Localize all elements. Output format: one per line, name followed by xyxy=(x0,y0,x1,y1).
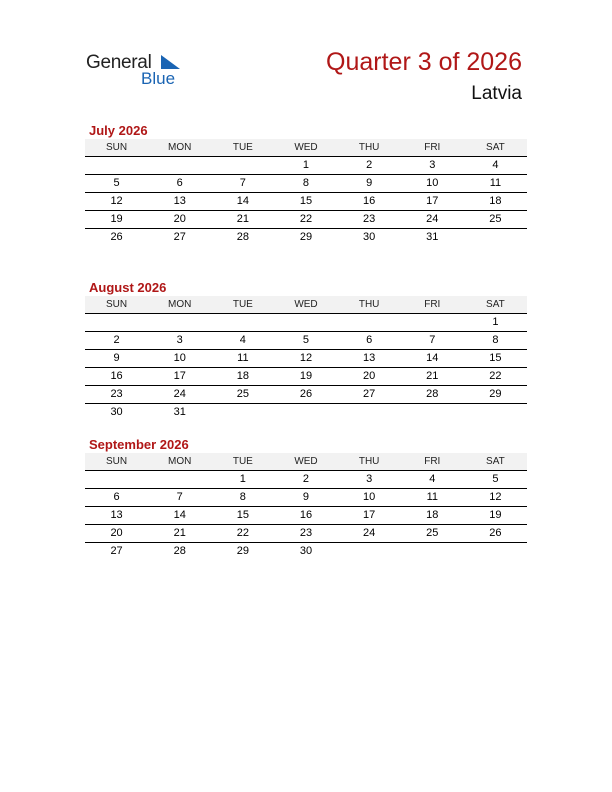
month-name: July 2026 xyxy=(89,123,148,138)
day-cell: 22 xyxy=(299,213,313,225)
day-cell: 9 xyxy=(302,491,310,503)
country-name: Latvia xyxy=(471,83,522,104)
day-cell xyxy=(211,404,274,421)
day-cell: 26 xyxy=(110,231,123,243)
day-cell: 18 xyxy=(236,370,249,382)
day-cell: 4 xyxy=(429,473,436,485)
weekday-header-row xyxy=(85,453,527,471)
day-cell: 28 xyxy=(173,545,186,557)
weekday-label: FRI xyxy=(424,142,441,153)
day-cell xyxy=(274,314,337,331)
week-row xyxy=(85,229,527,246)
day-cell: 10 xyxy=(426,177,439,189)
day-cell: 28 xyxy=(426,388,439,400)
day-cell: 5 xyxy=(492,473,499,485)
day-cell: 15 xyxy=(489,352,502,364)
day-cell xyxy=(211,157,274,174)
month-calendar-july xyxy=(85,122,527,246)
weekday-label: MON xyxy=(168,456,192,467)
week-row xyxy=(85,471,527,489)
week-row xyxy=(85,314,527,332)
day-cell xyxy=(85,157,148,174)
day-cell xyxy=(338,314,401,331)
day-cell: 14 xyxy=(236,195,249,207)
day-cell: 29 xyxy=(299,231,313,243)
weekday-label: TUE xyxy=(232,142,253,153)
weekday-label: SUN xyxy=(106,299,128,310)
day-cell xyxy=(338,404,401,421)
week-row xyxy=(85,332,527,350)
day-cell: 5 xyxy=(302,334,310,346)
generalblue-logo xyxy=(86,52,196,92)
day-cell: 18 xyxy=(489,195,502,207)
weekday-label: FRI xyxy=(424,456,441,467)
day-cell: 7 xyxy=(176,491,183,503)
day-cell: 8 xyxy=(492,334,499,346)
day-cell xyxy=(401,404,464,421)
day-cell: 2 xyxy=(113,334,120,346)
weekday-label: MON xyxy=(168,299,192,310)
day-cell: 7 xyxy=(239,177,246,189)
day-cell: 21 xyxy=(236,213,249,225)
day-cell: 13 xyxy=(110,509,123,521)
weekday-header-row xyxy=(85,296,527,314)
day-cell: 3 xyxy=(176,334,183,346)
weekday-label: THU xyxy=(358,299,380,310)
day-cell: 6 xyxy=(176,177,183,189)
day-cell: 20 xyxy=(363,370,376,382)
weekday-label: TUE xyxy=(232,299,253,310)
weekday-label: SAT xyxy=(486,299,505,310)
day-cell: 11 xyxy=(237,352,249,364)
day-cell: 23 xyxy=(363,213,376,225)
day-cell: 20 xyxy=(110,527,123,539)
day-cell: 29 xyxy=(236,545,249,557)
day-cell: 11 xyxy=(426,491,438,503)
day-cell: 24 xyxy=(426,213,439,225)
day-cell: 8 xyxy=(239,491,246,503)
day-cell: 12 xyxy=(299,352,313,364)
week-row xyxy=(85,489,527,507)
day-cell xyxy=(211,314,274,331)
day-cell: 1 xyxy=(302,159,310,171)
weekday-label: WED xyxy=(294,142,318,153)
day-cell: 14 xyxy=(173,509,186,521)
day-cell: 16 xyxy=(363,195,376,207)
day-cell xyxy=(401,314,464,331)
day-cell: 25 xyxy=(489,213,502,225)
day-cell: 6 xyxy=(113,491,120,503)
day-cell xyxy=(85,471,148,488)
logo-text-general: General xyxy=(86,52,152,73)
page-title: Quarter 3 of 2026 xyxy=(326,48,522,76)
day-cell: 3 xyxy=(429,159,436,171)
day-cell xyxy=(464,229,527,246)
week-row xyxy=(85,404,527,421)
day-cell xyxy=(338,543,401,560)
day-cell: 5 xyxy=(113,177,120,189)
week-row xyxy=(85,507,527,525)
day-cell: 13 xyxy=(363,352,376,364)
day-cell: 12 xyxy=(110,195,123,207)
day-cell: 27 xyxy=(173,231,186,243)
week-row xyxy=(85,157,527,175)
day-cell: 7 xyxy=(429,334,436,346)
day-cell: 19 xyxy=(489,509,502,521)
weekday-label: WED xyxy=(294,299,318,310)
day-cell: 12 xyxy=(489,491,502,503)
month-name: September 2026 xyxy=(89,437,189,452)
day-cell: 22 xyxy=(489,370,502,382)
day-cell: 15 xyxy=(299,195,313,207)
weekday-label: WED xyxy=(294,456,318,467)
day-cell: 25 xyxy=(426,527,439,539)
week-row xyxy=(85,368,527,386)
day-cell: 20 xyxy=(173,213,186,225)
day-cell: 6 xyxy=(366,334,373,346)
day-cell: 9 xyxy=(366,177,373,189)
weekday-label: THU xyxy=(358,142,380,153)
day-cell xyxy=(401,543,464,560)
day-cell: 17 xyxy=(173,370,186,382)
weekday-label: SAT xyxy=(486,142,505,153)
day-cell xyxy=(274,404,337,421)
month-calendar-august xyxy=(85,279,527,421)
week-row xyxy=(85,350,527,368)
day-cell: 11 xyxy=(489,177,502,189)
day-cell: 27 xyxy=(110,545,123,557)
day-cell: 13 xyxy=(173,195,186,207)
week-row xyxy=(85,211,527,229)
day-cell: 25 xyxy=(236,388,249,400)
month-name: August 2026 xyxy=(89,280,167,295)
day-cell: 29 xyxy=(489,388,502,400)
weekday-label: SUN xyxy=(106,456,128,467)
day-cell: 10 xyxy=(363,491,376,503)
weekday-label: SUN xyxy=(106,142,128,153)
weekday-label: FRI xyxy=(424,299,441,310)
day-cell: 17 xyxy=(426,195,439,207)
day-cell: 23 xyxy=(110,388,123,400)
day-cell: 19 xyxy=(110,213,123,225)
weekday-header-row xyxy=(85,139,527,157)
day-cell: 28 xyxy=(236,231,249,243)
day-cell: 4 xyxy=(492,159,499,171)
day-cell xyxy=(148,471,211,488)
week-row xyxy=(85,175,527,193)
day-cell: 19 xyxy=(299,370,313,382)
day-cell: 2 xyxy=(302,473,310,485)
day-cell: 27 xyxy=(363,388,376,400)
logo-text-blue: Blue xyxy=(141,69,176,88)
weekday-label: SAT xyxy=(486,456,505,467)
day-cell: 16 xyxy=(110,370,123,382)
month-calendar-september xyxy=(85,436,527,560)
day-cell: 31 xyxy=(173,406,186,418)
day-cell: 9 xyxy=(113,352,120,364)
day-cell: 23 xyxy=(299,527,313,539)
day-cell: 30 xyxy=(110,406,123,418)
day-cell xyxy=(464,543,527,560)
week-row xyxy=(85,386,527,404)
day-cell xyxy=(148,157,211,174)
day-cell: 2 xyxy=(366,159,373,171)
day-cell: 17 xyxy=(363,509,376,521)
week-row xyxy=(85,525,527,543)
day-cell: 21 xyxy=(426,370,439,382)
weekday-label: THU xyxy=(358,456,380,467)
day-cell: 3 xyxy=(366,473,373,485)
weekday-label: TUE xyxy=(232,456,253,467)
day-cell: 24 xyxy=(363,527,376,539)
day-cell: 8 xyxy=(302,177,310,189)
day-cell: 4 xyxy=(239,334,246,346)
day-cell: 22 xyxy=(236,527,249,539)
day-cell xyxy=(464,404,527,421)
day-cell: 26 xyxy=(299,388,313,400)
day-cell: 26 xyxy=(489,527,502,539)
day-cell xyxy=(85,314,148,331)
day-cell: 16 xyxy=(299,509,313,521)
day-cell: 14 xyxy=(426,352,439,364)
logo-flag-icon xyxy=(159,54,181,70)
day-cell xyxy=(148,314,211,331)
week-row xyxy=(85,543,527,560)
day-cell: 18 xyxy=(426,509,439,521)
day-cell: 30 xyxy=(363,231,376,243)
day-cell: 24 xyxy=(173,388,186,400)
day-cell: 31 xyxy=(426,231,439,243)
week-row xyxy=(85,193,527,211)
day-cell: 21 xyxy=(173,527,186,539)
day-cell: 15 xyxy=(236,509,249,521)
weekday-label: MON xyxy=(168,142,192,153)
day-cell: 1 xyxy=(239,473,246,485)
day-cell: 10 xyxy=(173,352,186,364)
day-cell: 30 xyxy=(299,545,313,557)
day-cell: 1 xyxy=(492,316,499,328)
